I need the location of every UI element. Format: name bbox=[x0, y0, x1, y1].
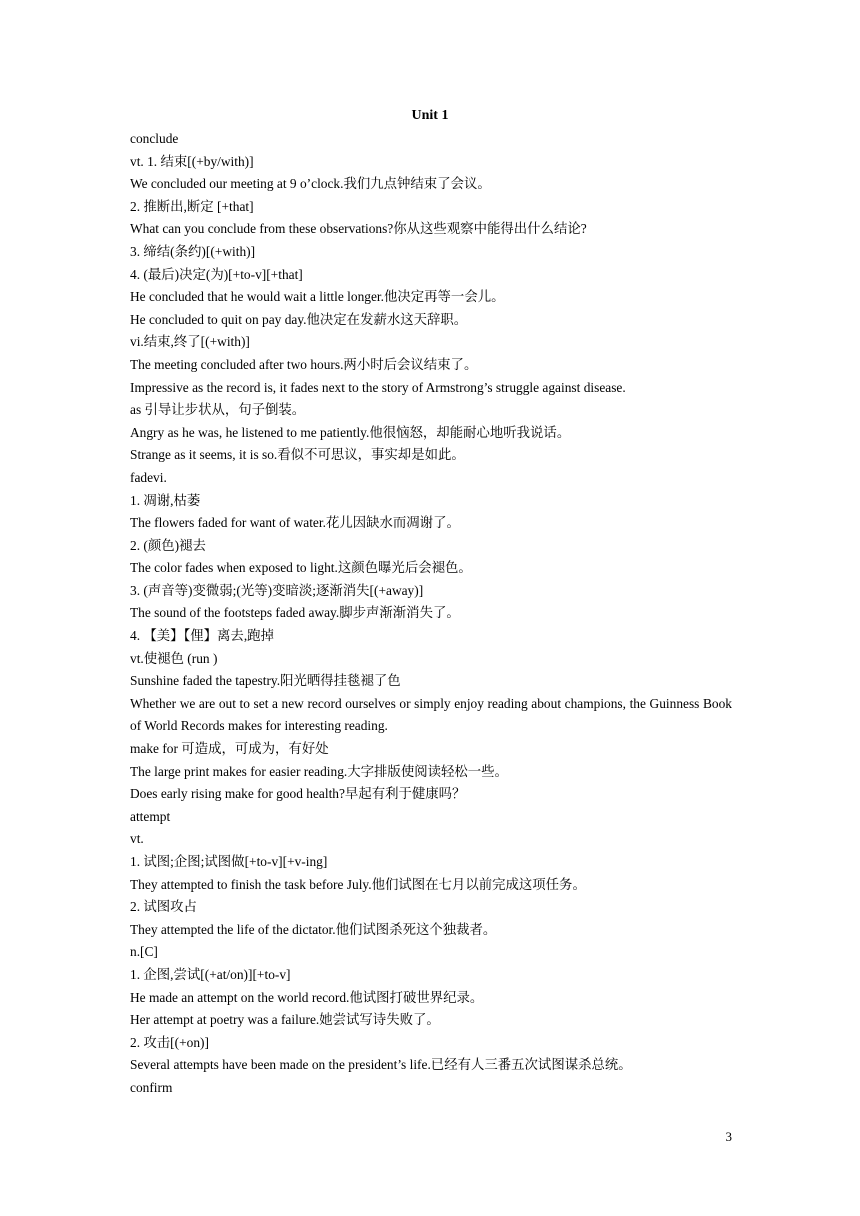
text-line: 4. 【美】【俚】离去,跑掉 bbox=[130, 628, 274, 644]
text-line: n.[C] bbox=[130, 944, 158, 960]
text-line: vi.结束,终了[(+with)] bbox=[130, 334, 250, 350]
text-line: vt.使褪色 (run ) bbox=[130, 650, 218, 666]
text-line: 4. (最后)决定(为)[+to-v][+that] bbox=[130, 266, 303, 282]
text-line: 1. 试图;企图;试图做[+to-v][+v-ing] bbox=[130, 854, 328, 869]
text-line: 1. 企图,尝试[(+at/on)][+to-v] bbox=[130, 966, 291, 982]
text-line: Strange as it seems, it is so.看似不可思议，事实却是如此。 bbox=[130, 447, 465, 463]
text-line: He concluded that he would wait a little longer.他决定再等一会儿。 bbox=[130, 289, 505, 305]
text-line: fadevi. bbox=[130, 469, 167, 485]
text-line: as 引导让步状从，句子倒装。 bbox=[130, 402, 306, 418]
text-line: They attempted the life of the dictator.他们试图杀死这个独裁者。 bbox=[130, 921, 497, 937]
text-line: Impressive as the record is, it fades next to the story of Armstrong’s struggle against disease. bbox=[130, 379, 626, 395]
text-line: What can you conclude from these observations?你从这些观察中能得出什么结论? bbox=[130, 221, 587, 237]
unit-title: Unit 1 bbox=[411, 108, 449, 123]
text-line: The sound of the footsteps faded away.脚步声渐渐消失了。 bbox=[130, 605, 460, 621]
text-line: Whether we are out to set a new record ourselves or simply enjoy reading about champions, the Guinness Book of World Records makes for interesting reading. bbox=[130, 695, 732, 734]
text-line: We concluded our meeting at 9 o’clock.我们九点钟结束了会议。 bbox=[130, 176, 491, 192]
text-line: vt. bbox=[130, 831, 144, 847]
text-line: Several attempts have been made on the president’s life.已经有人三番五次试图谋杀总统。 bbox=[130, 1057, 632, 1073]
text-line: Her attempt at poetry was a failure.她尝试写诗失败了。 bbox=[130, 1012, 440, 1028]
text-line: confirm bbox=[130, 1079, 173, 1095]
text-line: The flowers faded for want of water.花儿因缺水而凋谢了。 bbox=[130, 515, 460, 531]
text-line: The large print makes for easier reading.大字排版使阅读轻松一些。 bbox=[130, 763, 508, 779]
text-line: Angry as he was, he listened to me patiently.他很恼怒，却能耐心地听我说话。 bbox=[130, 424, 571, 440]
text-line: 2. (颜色)褪去 bbox=[130, 537, 206, 553]
text-line: make for 可造成，可成为，有好处 bbox=[130, 741, 329, 757]
text-line: 3. 缔结(条约)[(+with)] bbox=[130, 243, 256, 259]
text-line: The meeting concluded after two hours.两小时后会议结束了。 bbox=[130, 356, 478, 372]
text-line: 3. (声音等)变微弱;(光等)变暗淡;逐渐消失[(+away)] bbox=[130, 582, 424, 598]
text-line: 2. 试图攻占 bbox=[130, 899, 197, 915]
vocabulary-content bbox=[130, 128, 732, 1100]
text-line: attempt bbox=[130, 808, 171, 824]
text-line: 2. 攻击[(+on)] bbox=[130, 1034, 209, 1050]
page-number: 3 bbox=[725, 1129, 732, 1144]
text-line: Sunshine faded the tapestry.阳光晒得挂毯褪了色 bbox=[130, 673, 401, 689]
text-line: 2. 推断出,断定 [+that] bbox=[130, 198, 254, 214]
text-line: 1. 凋谢,枯萎 bbox=[130, 492, 201, 508]
text-line: conclude bbox=[130, 131, 179, 146]
text-line: He concluded to quit on pay day.他决定在发薪水这天辞职。 bbox=[130, 311, 468, 327]
text-line: vt. 1. 结束[(+by/with)] bbox=[130, 153, 254, 169]
text-line: The color fades when exposed to light.这颜色曝光后会褪色。 bbox=[130, 560, 472, 576]
text-line: He made an attempt on the world record.他试图打破世界纪录。 bbox=[130, 989, 484, 1005]
text-line: They attempted to finish the task before July.他们试图在七月以前完成这项任务。 bbox=[130, 876, 586, 892]
text-line: Does early rising make for good health?早起有利于健康吗？ bbox=[130, 786, 466, 802]
